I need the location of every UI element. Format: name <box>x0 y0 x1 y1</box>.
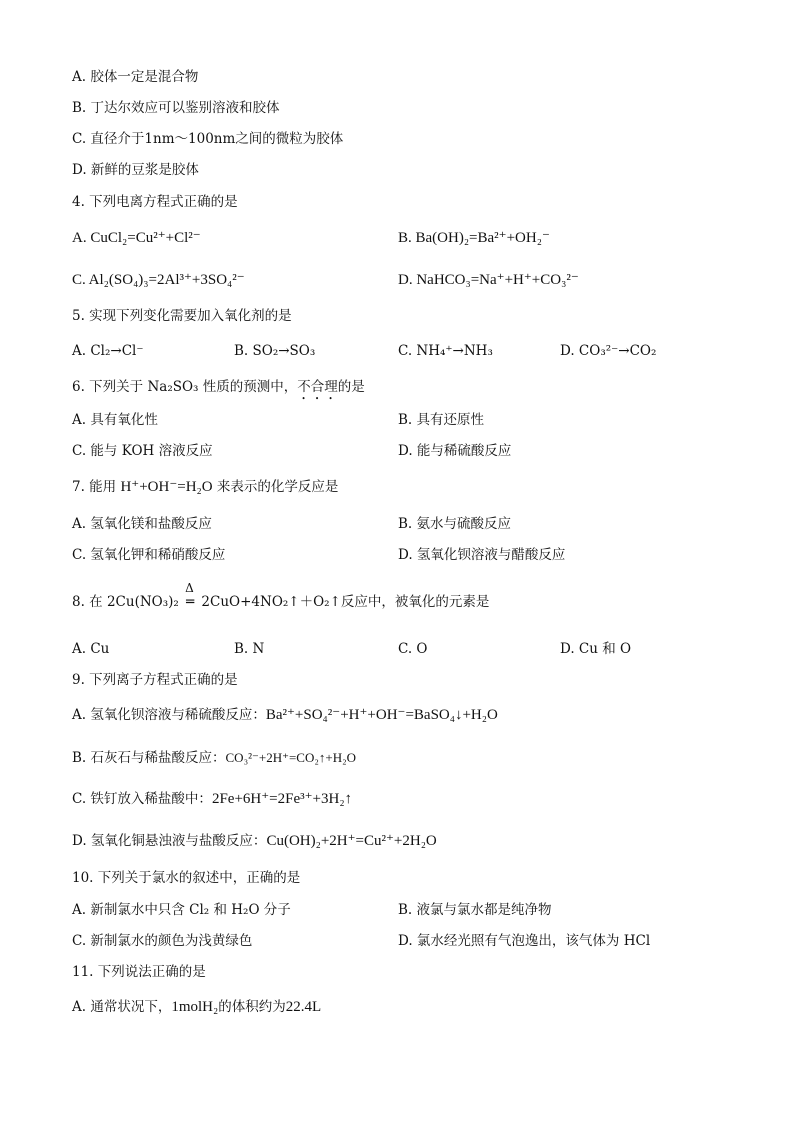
q3-option-d: D. 新鲜的豆浆是胶体 <box>72 162 199 178</box>
q8-stem-prefix: 8. 在 2Cu(NO₃)₂ <box>72 594 179 610</box>
q9-option-d-label: D. 氢氧化铜悬浊液与盐酸反应： <box>72 833 267 849</box>
q6-option-d: D. 能与稀硫酸反应 <box>398 443 512 459</box>
q10-options-row-2 <box>72 931 752 951</box>
q7-options-row-2 <box>72 545 752 565</box>
q7-options-row-1 <box>72 514 752 534</box>
q7-option-d: D. 氢氧化钡溶液与醋酸反应 <box>398 547 566 563</box>
q8-heat-equals: ═ <box>186 594 195 610</box>
q8-option-c: C. O <box>398 641 428 657</box>
q9-option-c-label: C. 铁钉放入稀盐酸中： <box>72 791 212 807</box>
q4-option-c: C. Al₂(SO₄)₃=2Al³⁺+3SO₄²⁻ <box>72 272 245 288</box>
q5-option-a: A. Cl₂→Cl⁻ <box>72 343 144 359</box>
q4-option-b: B. Ba(OH)₂=Ba²⁺+OH₂⁻ <box>398 230 550 246</box>
q10-option-a: A. 新制氯水中只含 Cl₂ 和 H₂O 分子 <box>72 902 291 918</box>
q7-stem-equation: H⁺+OH⁻=H₂O <box>120 479 213 495</box>
q6-stem-suffix: 的是 <box>337 379 365 395</box>
q7-stem-suffix: 来表示的化学反应是 <box>216 479 339 495</box>
q8-heating-sign <box>183 581 197 611</box>
q6-stem <box>72 378 365 403</box>
q9-option-a-equation: Ba²⁺+SO₄²⁻+H⁺+OH⁻=BaSO₄↓+H₂O <box>265 707 498 723</box>
q9-option-b-label: B. 石灰石与稀盐酸反应： <box>72 750 226 766</box>
q3-option-c: C. 直径介于1nm～100nm之间的微粒为胶体 <box>72 131 344 147</box>
q9-option-b-equation: CO₃²⁻+2H⁺=CO₂↑+H₂O <box>225 750 357 765</box>
q8-heat-delta: Δ <box>185 581 194 595</box>
q5-options-row <box>72 341 752 361</box>
q11-option-a-label: A. 通常状况下， <box>72 999 172 1015</box>
q5-option-c: C. NH₄⁺→NH₃ <box>398 343 493 359</box>
q8-stem <box>72 581 490 611</box>
q8-option-a: A. Cu <box>72 641 110 657</box>
q11-option-a-suffix: 的体积约为 <box>218 999 286 1015</box>
q3-option-a: A. 胶体一定是混合物 <box>72 69 199 85</box>
q4-options-row-2 <box>72 270 752 290</box>
q7-stem-prefix: 7. 能用 <box>72 479 117 495</box>
q9-option-d <box>72 832 437 850</box>
q8-stem-suffix: 2CuO+4NO₂↑＋O₂↑反应中，被氧化的元素是 <box>201 594 490 610</box>
q4-option-a: A. CuCl₂=Cu²⁺+Cl²⁻ <box>72 230 201 246</box>
q6-option-c: C. 能与 KOH 溶液反应 <box>72 443 213 459</box>
q4-stem: 4. 下列电离方程式正确的是 <box>72 194 238 210</box>
q9-stem: 9. 下列离子方程式正确的是 <box>72 672 238 688</box>
q6-options-row-2 <box>72 441 752 461</box>
q10-option-c: C. 新制氯水的颜色为浅黄绿色 <box>72 933 253 949</box>
q9-option-b <box>72 749 356 767</box>
q7-option-b: B. 氨水与硫酸反应 <box>398 516 512 532</box>
q7-stem <box>72 478 338 496</box>
q6-stem-prefix: 6. 下列关于 Na₂SO₃ 性质的预测中， <box>72 379 298 395</box>
q6-stem-emphasis: 不合理 <box>297 379 338 395</box>
q9-option-c-equation: 2Fe+6H⁺=2Fe³⁺+3H₂↑ <box>211 791 353 807</box>
q9-option-d-equation: Cu(OH)₂+2H⁺=Cu²⁺+2H₂O <box>266 833 437 849</box>
q11-option-a-equation: 1molH₂ <box>171 999 219 1015</box>
q4-option-d: D. NaHCO₃=Na⁺+H⁺+CO₃²⁻ <box>398 272 579 288</box>
q3-option-b: B. 丁达尔效应可以鉴别溶液和胶体 <box>72 100 280 116</box>
q10-option-b: B. 液氯与氯水都是纯净物 <box>398 902 552 918</box>
q5-stem: 5. 实现下列变化需要加入氧化剂的是 <box>72 308 292 324</box>
q6-option-b: B. 具有还原性 <box>398 412 485 428</box>
q6-options-row-1 <box>72 410 752 430</box>
q9-option-a-label: A. 氢氧化钡溶液与稀硫酸反应： <box>72 707 266 723</box>
q11-option-a-value: 22.4L <box>285 999 322 1015</box>
q10-options-row-1 <box>72 900 752 920</box>
q4-options-row-1 <box>72 228 752 248</box>
q10-stem: 10. 下列关于氯水的叙述中，正确的是 <box>72 870 301 886</box>
q7-option-a: A. 氢氧化镁和盐酸反应 <box>72 516 212 532</box>
q5-option-d: D. CO₃²⁻→CO₂ <box>560 343 657 359</box>
q9-option-a <box>72 706 498 724</box>
q8-option-b: B. N <box>234 641 265 657</box>
q8-options-row <box>72 639 752 659</box>
q11-stem: 11. 下列说法正确的是 <box>72 964 206 980</box>
q5-option-b: B. SO₂→SO₃ <box>234 343 316 359</box>
q9-option-c <box>72 790 352 808</box>
q8-option-d: D. Cu 和 O <box>560 641 632 657</box>
q10-option-d: D. 氯水经光照有气泡逸出，该气体为 HCl <box>398 933 651 949</box>
q6-option-a: A. 具有氧化性 <box>72 412 158 428</box>
q11-option-a <box>72 998 321 1016</box>
q7-option-c: C. 氢氧化钾和稀硝酸反应 <box>72 547 226 563</box>
